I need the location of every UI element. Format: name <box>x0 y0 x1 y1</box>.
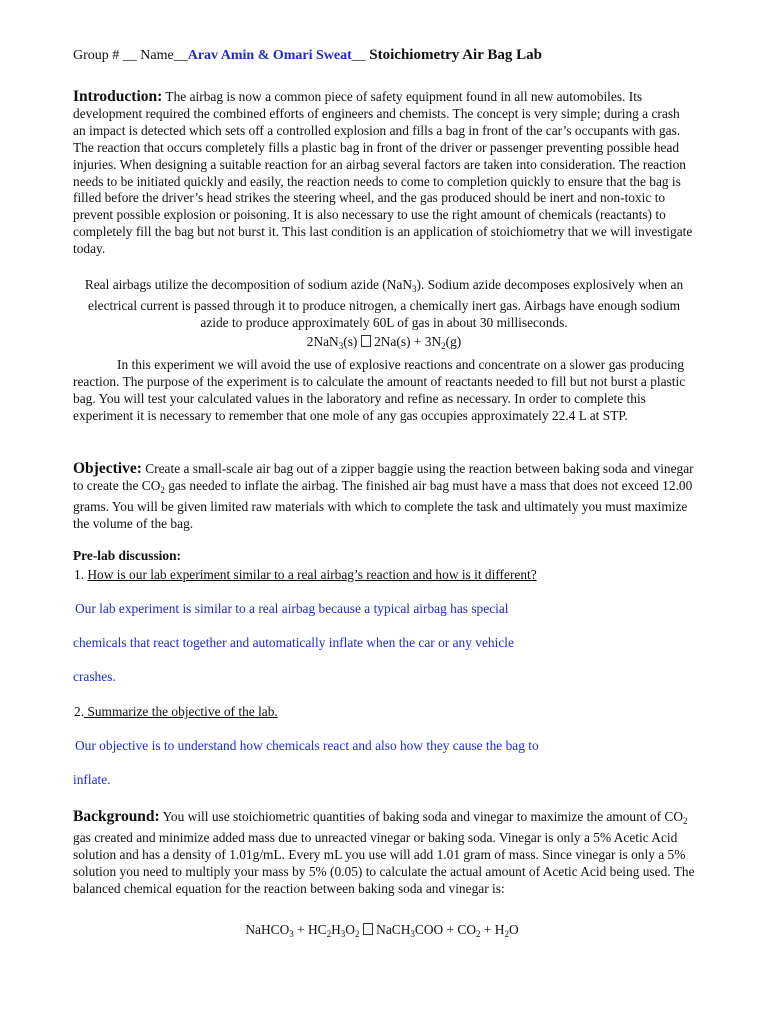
prelab-question-2: 2. Summarize the objective of the lab. <box>74 704 278 719</box>
introduction-heading: Introduction: <box>73 88 163 105</box>
experiment-paragraph: In this experiment we will avoid the use of explosive reactions and concentrate on a slower gas producing reaction. The purpose of the experiment is to calculate the amount of reactants needed to fill but not burst a plastic bag. You will test your calculated values in the laboratory and refine as necessary. In order to complete this experiment it is necessary to remember that one mole of any gas occupies approximately 22.4 L at STP. <box>73 357 686 423</box>
background-heading: Background: <box>73 808 160 825</box>
header-separator: __ <box>351 48 366 63</box>
arrow-placeholder-box-icon <box>363 923 373 935</box>
prelab-heading: Pre-lab discussion: <box>73 548 182 563</box>
answer-1-line-2: chemicals that react together and automatically inflate when the car or any vehicle <box>73 635 514 650</box>
introduction-paragraph <box>73 89 695 258</box>
answer-2-line-2: inflate. <box>73 772 111 787</box>
group-name-label: Group # __ Name__ <box>73 48 188 63</box>
answer-2-line-1: Our objective is to understand how chemicals react and also how they cause the bag to <box>75 738 539 753</box>
answer-1-line-1: Our lab experiment is similar to a real airbag because a typical airbag has special <box>75 601 509 616</box>
arrow-placeholder-box-icon <box>361 335 371 347</box>
document-header <box>73 47 542 64</box>
objective-heading: Objective: <box>73 460 142 477</box>
answer-1-line-3: crashes. <box>73 669 116 684</box>
introduction-text: The airbag is now a common piece of safety equipment found in all new automobiles. Its development required the combined efforts of engineers and chemists. The concept is very simple; during a crash an impact is detected which sets off a controlled explosion and fills a bag in front of the car’s occupants with gas. The reaction that occurs completely fills a plastic bag in front of the driver or passenger preventing possible head injuries. When designing a suitable reaction for an airbag several factors are taken into consideration. The reaction needs to be initiated quickly and easily, the reaction needs to come to completion quickly to ensure that the bag is filled before the driver’s head strikes the steering wheel, and the gas produced should be inert and non-toxic to prevent possible explosion or poisoning. It is also necessary to use the right amount of chemicals (reactants) to completely fill the bag but not burst it. This last condition is an application of stoichiometry that we will investigate today. <box>73 89 693 257</box>
azide-equation: 2NaN$_3$(s) $2Na(s) + 3N_2(g)$ <box>306 334 462 351</box>
prelab-question-1: 1. How is our lab experiment similar to a real airbag’s reaction and how is it different? <box>74 567 537 582</box>
objective-paragraph: Objective: Create a small-scale air bag out of a zipper baggie using the reaction between baking soda and vinegar to create the $CO_2$ gas needed to inflate the airbag. The finished air bag must have a mass that does not exceed 12.00 grams. You will be given limited raw materials with which to complete the task and ultimately you must maximize the volume of the bag. <box>73 460 694 531</box>
background-paragraph: Background: You will use stoichiometric quantities of baking soda and vinegar to maximize the amount of $CO_2$ gas created and minimize added mass due to unreacted vinegar or baking soda. Vinegar is only a 5% Acetic Acid solution and has a density of 1.01g/mL. Every mL you use will add 1.01 gram of mass. Since vinegar is only a 5% solution you need to multiply your mass by 5% (0.05) to calculate the actual amount of Acetic Acid being used. The balanced chemical equation for the reaction between baking soda and vinegar is: <box>73 808 695 896</box>
lab-title: Stoichiometry Air Bag Lab <box>369 47 542 63</box>
student-names: Arav Amin & Omari Sweat <box>187 48 352 63</box>
sodium-azide-paragraph: Real airbags utilize the decomposition of sodium azide (NaN$_3$). Sodium azide decomposes explosively when an electrical current is passed through it to produce nitrogen, a chemically inert gas. Airbags have enough sodium azide to produce approximately 60L of gas in about 30 milliseconds. <box>84 277 684 330</box>
baking-soda-vinegar-equation: NaHCO$_3$ + $HC_2H_3O_2$ NaCH$_3$COO + $CO_2 + H_2O$ <box>245 922 519 939</box>
